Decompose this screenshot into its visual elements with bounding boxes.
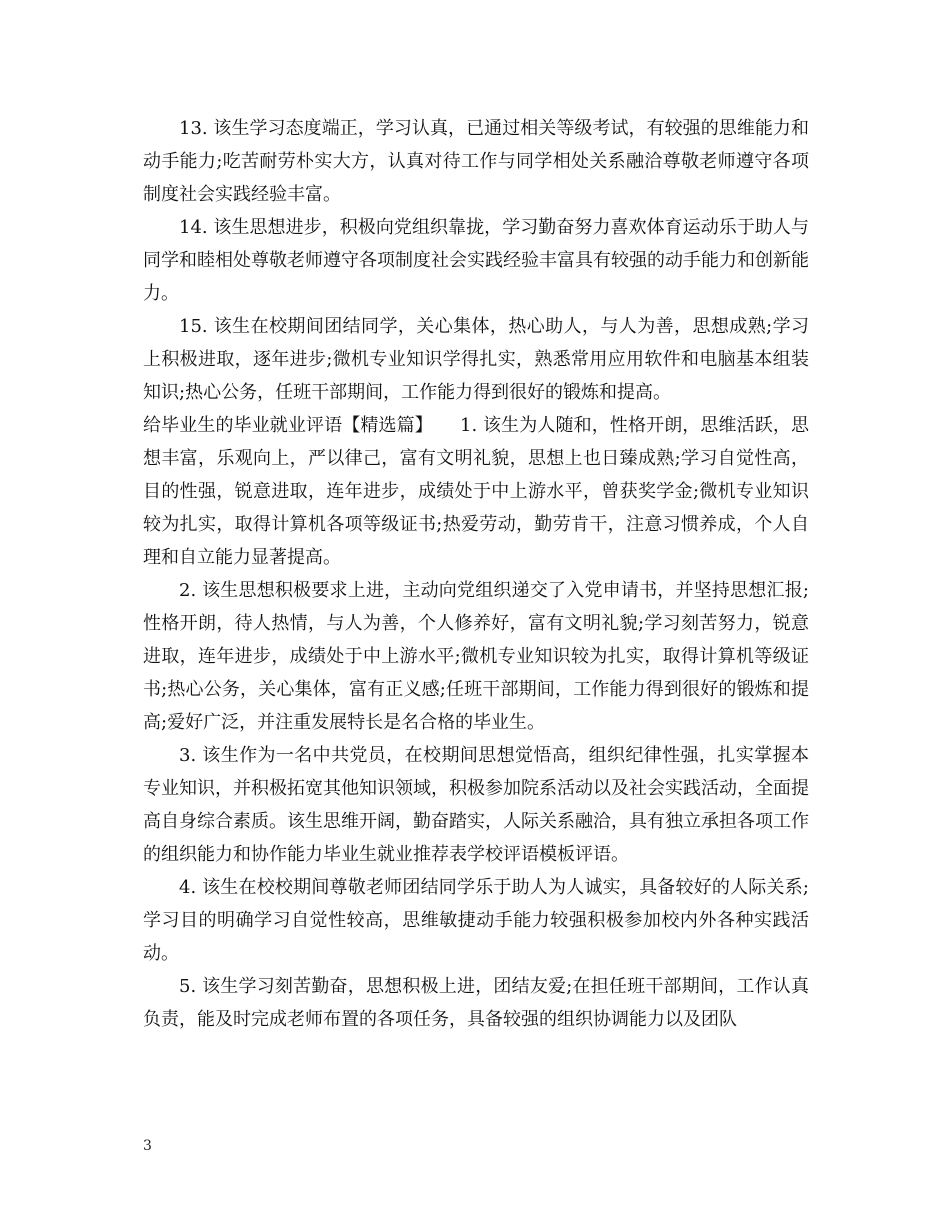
paragraph-2: 2. 该生思想积极要求上进，主动向党组织递交了入党申请书，并坚持思想汇报;性格开朗，待人热情，与人为善，个人修养好，富有文明礼貌;学习刻苦努力，锐意进取，连年进步，成绩处于中上游水平;微机专业知识较为扎实，取得计算机等级证书;热心公务，关心集体，富有正义感;任班干部期间，工作能力得到很好的锻炼和提高;爱好广泛，并注重发展特长是名合格的毕业生。 bbox=[143, 580, 809, 733]
paragraph-section-heading-1: 给毕业生的毕业就业评语【精选篇】 1. 该生为人随和，性格开朗，思维活跃，思想丰富，乐观向上，严以律己，富有文明礼貌，思想上也日臻成熟;学习自觉性高，目的性强，锐意进取，连年进步，成绩处于中上游水平，曾获奖学金;微机专业知识较为扎实，取得计算机各项等级证书;热爱劳动，勤劳肯干，注意习惯养成，个人自理和自立能力显著提高。 bbox=[143, 415, 809, 568]
paragraph-14: 14. 该生思想进步，积极向党组织靠拢，学习勤奋努力喜欢体育运动乐于助人与同学和睦相处尊敬老师遵守各项制度社会实践经验丰富具有较强的动手能力和创新能力。 bbox=[143, 217, 809, 304]
document-body bbox=[143, 112, 809, 1036]
paragraph-4: 4. 该生在校校期间尊敬老师团结同学乐于助人为人诚实，具备较好的人际关系;学习目的明确学习自觉性较高，思维敏捷动手能力较强积极参加校内外各种实践活动。 bbox=[143, 877, 809, 964]
page-number: 3 bbox=[143, 1138, 152, 1154]
paragraph-13: 13. 该生学习态度端正，学习认真，已通过相关等级考试，有较强的思维能力和动手能力;吃苦耐劳朴实大方，认真对待工作与同学相处关系融洽尊敬老师遵守各项制度社会实践经验丰富。 bbox=[143, 118, 809, 205]
paragraph-15: 15. 该生在校期间团结同学，关心集体，热心助人，与人为善，思想成熟;学习上积极进取，逐年进步;微机专业知识学得扎实，熟悉常用应用软件和电脑基本组装知识;热心公务，任班干部期间，工作能力得到很好的锻炼和提高。 bbox=[143, 316, 809, 403]
paragraph-3: 3. 该生作为一名中共党员，在校期间思想觉悟高，组织纪律性强，扎实掌握本专业知识，并积极拓宽其他知识领域，积极参加院系活动以及社会实践活动，全面提高自身综合素质。该生思维开阔，勤奋踏实，人际关系融洽，具有独立承担各项工作的组织能力和协作能力毕业生就业推荐表学校评语模板评语。 bbox=[143, 745, 809, 865]
paragraph-5: 5. 该生学习刻苦勤奋，思想积极上进，团结友爱;在担任班干部期间，工作认真负责，能及时完成老师布置的各项任务，具备较强的组织协调能力以及团队 bbox=[143, 976, 809, 1030]
